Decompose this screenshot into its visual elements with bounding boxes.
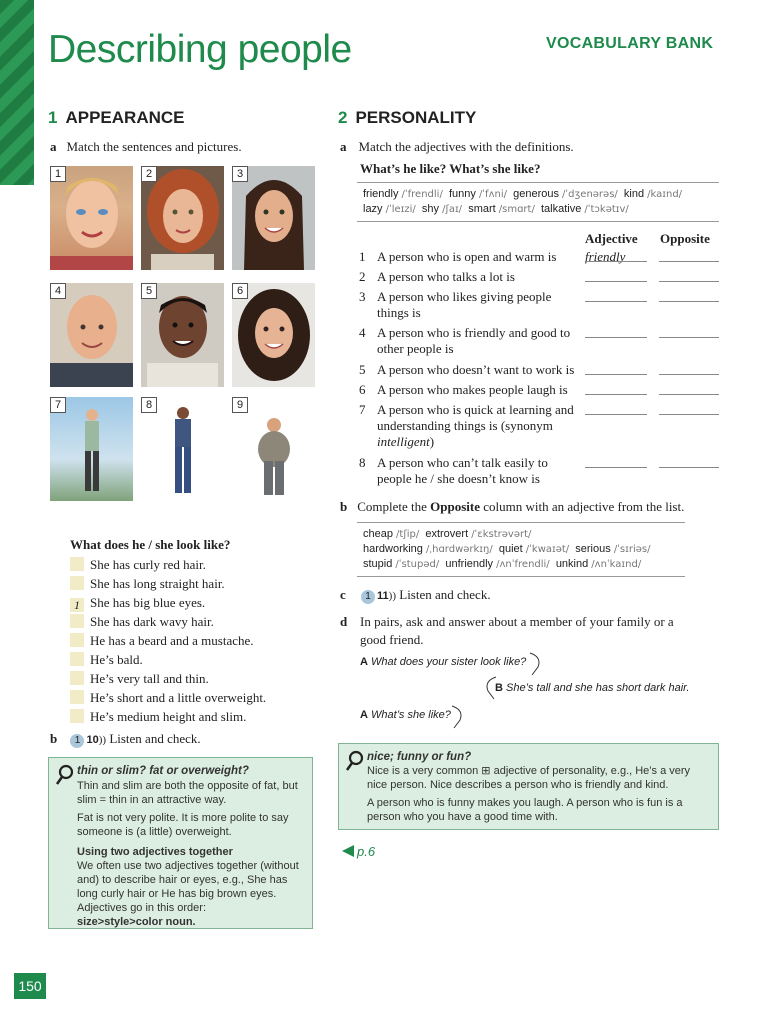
- answer-box[interactable]: [70, 709, 84, 723]
- photo-number: 8: [141, 397, 157, 413]
- phonetic: /ˈdʒenərəs/: [562, 189, 618, 200]
- instruction-bold: Opposite: [430, 499, 481, 514]
- word: unfriendly: [445, 558, 494, 570]
- opposite-blank[interactable]: [659, 394, 719, 395]
- phonetic: /ˈkwaɪət/: [525, 544, 570, 555]
- adjective-blank[interactable]: [585, 301, 647, 302]
- list-item: [70, 594, 266, 613]
- audio-disc: 1: [70, 734, 84, 748]
- tip-paragraph: Thin and slim are both the opposite of fat, but slim = thin in an attractive way.: [77, 780, 298, 806]
- instruction-text: Listen and check.: [399, 587, 491, 602]
- phonetic: /ʃaɪ/: [442, 204, 463, 215]
- opposite-blank[interactable]: [659, 414, 719, 415]
- appearance-question: What does he / she look like?: [70, 537, 231, 552]
- speaker-label: B: [495, 682, 503, 694]
- list-item: [70, 670, 266, 689]
- opposite-word-list: [357, 522, 685, 577]
- tip-paragraph: We often use two adjectives together (without and) to describe hair or eyes, e.g., She has long curly hair or He has big brown eyes. Adjectives go in this order:: [77, 860, 299, 914]
- photo-woman-blue-eyes: [50, 166, 133, 270]
- magnifier-icon: [55, 764, 75, 786]
- speech-text: What does your sister look like?: [371, 656, 527, 668]
- word: smart: [468, 203, 496, 215]
- phonetic: /ˈɛkstrəvərt/: [471, 529, 532, 540]
- word: cheap: [363, 528, 393, 540]
- word: stupid: [363, 558, 393, 570]
- sentence-text: He’s medium height and slim.: [90, 709, 247, 724]
- photo-tall-thin-man: [50, 397, 133, 501]
- word: kind: [623, 188, 645, 200]
- phonetic: /ˈfʌni/: [478, 189, 507, 200]
- tip-paragraph: Fat is not very polite. It is more polite to say someone is (a little) overweight.: [77, 812, 289, 838]
- photo-number: 4: [50, 283, 66, 299]
- answer-box[interactable]: [70, 652, 84, 666]
- speech-text: What’s she like?: [371, 709, 451, 721]
- list-item: [70, 613, 266, 632]
- word: friendly: [363, 188, 399, 200]
- row-number: 5: [359, 362, 366, 377]
- exercise-letter: a: [340, 139, 347, 154]
- answer-box[interactable]: [70, 614, 84, 628]
- tip-paragraph: Nice is a very common ⊞ adjective of personality, e.g., He’s a very nice person. Nice describes a person who is friendly and kind.: [367, 765, 691, 791]
- phonetic: /ˈstupəd/: [395, 559, 440, 570]
- photo-number: 2: [141, 166, 157, 182]
- tip-title: nice; funny or fun?: [367, 751, 472, 763]
- definition-tail: ): [429, 434, 435, 449]
- personality-instruction-c: [340, 586, 491, 605]
- tip-paragraph: A person who is funny makes you laugh. A person who is fun is a person who you have a good time with.: [367, 797, 683, 823]
- photo-woman-dark-wavy-hair: [232, 283, 315, 387]
- photo-woman-curly-red-hair: [141, 166, 224, 270]
- instruction-text: Match the adjectives with the definitions.: [358, 139, 574, 154]
- arrow-left-icon: [342, 845, 354, 857]
- answer-box[interactable]: [70, 633, 84, 647]
- section-title: PERSONALITY: [355, 108, 477, 127]
- section-number: 2: [338, 108, 348, 127]
- adjective-blank[interactable]: [585, 281, 647, 282]
- list-item: [70, 689, 266, 708]
- phonetic: /ˈsɪriəs/: [613, 544, 651, 555]
- list-item: [70, 575, 266, 594]
- audio-icon[interactable]: 1 11)): [361, 587, 396, 602]
- word: funny: [448, 188, 476, 200]
- phonetic: /kaɪnd/: [647, 189, 683, 200]
- definition-text: A person who talks a lot is: [377, 269, 515, 284]
- answer-box[interactable]: [70, 690, 84, 704]
- row-number: 7: [359, 402, 366, 417]
- adjective-blank[interactable]: [585, 337, 647, 338]
- answer-box[interactable]: 1: [70, 598, 84, 612]
- sentence-text: He has a beard and a mustache.: [90, 633, 254, 648]
- personality-instruction-b: [340, 498, 684, 516]
- audio-icon[interactable]: 1 10)): [70, 731, 106, 746]
- answer-box[interactable]: [70, 671, 84, 685]
- word: extrovert: [425, 528, 469, 540]
- phonetic: /ˈleɪzi/: [385, 204, 416, 215]
- personality-question: What’s he like? What’s she like?: [360, 161, 541, 176]
- definition-text: A person who likes giving people things is: [377, 289, 552, 320]
- personality-heading: [338, 108, 476, 128]
- audio-disc: 1: [361, 590, 375, 604]
- speech-text: She’s tall and she has short dark hair.: [506, 682, 690, 694]
- photo-number: 3: [232, 166, 248, 182]
- tip-box-thin-slim: [48, 757, 313, 929]
- tip-box-nice-funny: [338, 743, 719, 830]
- exercise-letter: d: [340, 614, 348, 629]
- appearance-instruction-b: [50, 730, 201, 749]
- conversation-line-a2: [360, 709, 451, 721]
- list-item: [70, 651, 266, 670]
- word: shy: [421, 203, 440, 215]
- photo-bald-man: [50, 283, 133, 387]
- row-number: 4: [359, 325, 366, 340]
- photo-man-beard-mustache: [141, 283, 224, 387]
- link-text: p.6: [357, 844, 376, 859]
- instruction-text: column with an adjective from the list.: [480, 499, 685, 514]
- phonetic: /smɑrt/: [498, 204, 535, 215]
- list-item: [70, 632, 266, 651]
- appearance-instruction-a: [50, 138, 242, 156]
- photo-number: 6: [232, 283, 248, 299]
- definition-text: A person who doesn’t want to work is: [377, 362, 575, 377]
- adjective-blank[interactable]: [585, 414, 647, 415]
- exercise-letter: c: [340, 587, 346, 602]
- sentence-text: He’s short and a little overweight.: [90, 690, 267, 705]
- sentence-text: She has curly red hair.: [90, 557, 206, 572]
- exercise-letter: b: [50, 731, 58, 746]
- tip-order: size>style>color noun.: [77, 916, 196, 928]
- phonetic: /ʌnˈkaɪnd/: [591, 559, 642, 570]
- sentence-list: [70, 556, 266, 727]
- section-title: APPEARANCE: [65, 108, 185, 127]
- exercise-letter: b: [340, 499, 348, 514]
- photo-number: 9: [232, 397, 248, 413]
- definition-text: A person who is friendly and good to other people is: [377, 325, 571, 356]
- adjective-blank[interactable]: [585, 467, 647, 468]
- adjective-answer: friendly: [585, 249, 626, 264]
- photo-number: 5: [141, 283, 157, 299]
- definition-text: A person who can’t talk easily to people he / she doesn’t know is: [377, 455, 548, 486]
- section-number: 1: [48, 108, 58, 127]
- conversation-line-b: [495, 682, 689, 694]
- row-number: 2: [359, 269, 366, 284]
- sentence-text: She has big blue eyes.: [90, 595, 206, 610]
- section-label: VOCABULARY BANK: [546, 35, 714, 52]
- adjective-blank[interactable]: [585, 374, 647, 375]
- opposite-blank[interactable]: [659, 261, 719, 262]
- definition-text: A person who is quick at learning and understanding things is (synonym: [377, 402, 574, 433]
- answer-box[interactable]: [70, 576, 84, 590]
- phonetic: /ˌhɑrdwərkɪŋ/: [425, 544, 493, 555]
- conversation-line-a1: [360, 656, 526, 668]
- row-number: 6: [359, 382, 366, 397]
- page-number: 150: [14, 973, 46, 999]
- word: quiet: [498, 543, 523, 555]
- instruction-text: Listen and check.: [109, 731, 201, 746]
- tip-subtitle: Using two adjectives together: [77, 846, 233, 858]
- exercise-letter: a: [50, 139, 57, 154]
- word: serious: [575, 543, 611, 555]
- opposite-blank[interactable]: [659, 337, 719, 338]
- word: lazy: [363, 203, 383, 215]
- phonetic: /tʃip/: [396, 529, 420, 540]
- word: unkind: [555, 558, 589, 570]
- track-number: 10: [86, 734, 99, 746]
- opposite-blank[interactable]: [659, 467, 719, 468]
- answer-box[interactable]: [70, 557, 84, 571]
- adjective-blank[interactable]: [585, 261, 647, 262]
- track-number: 11: [377, 590, 389, 602]
- photo-number: 7: [50, 397, 66, 413]
- phonetic: /ˈfrendli/: [401, 189, 443, 200]
- back-page-link[interactable]: [342, 844, 375, 859]
- adjective-word-list: [357, 182, 719, 222]
- phonetic: /ˈtɔkətɪv/: [584, 204, 629, 215]
- instruction-text: Match the sentences and pictures.: [66, 139, 242, 154]
- column-opposite: Opposite: [660, 231, 710, 246]
- column-adjective: Adjective: [585, 231, 638, 246]
- opposite-blank[interactable]: [659, 281, 719, 282]
- tip-title: thin or slim? fat or overweight?: [77, 765, 249, 777]
- word: generous: [513, 188, 559, 200]
- speech-bubble-icon: [450, 704, 466, 730]
- sentence-text: She has dark wavy hair.: [90, 614, 214, 629]
- definition-text: A person who is open and warm is: [377, 249, 557, 264]
- personality-instruction-a: [340, 138, 574, 156]
- appearance-heading: [48, 108, 185, 128]
- magnifier-icon: [345, 750, 365, 772]
- instruction-text: Complete the: [357, 499, 431, 514]
- list-item: [70, 708, 266, 727]
- photo-medium-height-slim-man: [141, 397, 224, 501]
- row-number: 3: [359, 289, 366, 304]
- list-item: [70, 556, 266, 575]
- sentence-text: He’s bald.: [90, 652, 143, 667]
- definition-text: A person who makes people laugh is: [377, 382, 568, 397]
- opposite-blank[interactable]: [659, 301, 719, 302]
- page-title: Describing people: [48, 28, 352, 71]
- speaker-label: A: [360, 709, 368, 721]
- opposite-blank[interactable]: [659, 374, 719, 375]
- row-number: 8: [359, 455, 366, 470]
- photo-woman-long-straight-hair: [232, 166, 315, 270]
- photo-number: 1: [50, 166, 66, 182]
- speaker-label: A: [360, 656, 368, 668]
- speech-bubble-icon: [528, 651, 544, 677]
- word: hardworking: [363, 543, 423, 555]
- photo-short-overweight-man: [232, 397, 315, 501]
- word: talkative: [540, 203, 582, 215]
- phonetic: /ʌnˈfrendli/: [496, 559, 550, 570]
- decorative-stripe: [0, 0, 34, 185]
- sentence-text: He’s very tall and thin.: [90, 671, 209, 686]
- row-number: 1: [359, 249, 366, 264]
- adjective-blank[interactable]: [585, 394, 647, 395]
- definition-synonym: intelligent: [377, 434, 430, 449]
- personality-instruction-d: [340, 613, 690, 647]
- instruction-text: In pairs, ask and answer about a member of your family or a good friend.: [360, 614, 674, 647]
- sentence-text: She has long straight hair.: [90, 576, 225, 591]
